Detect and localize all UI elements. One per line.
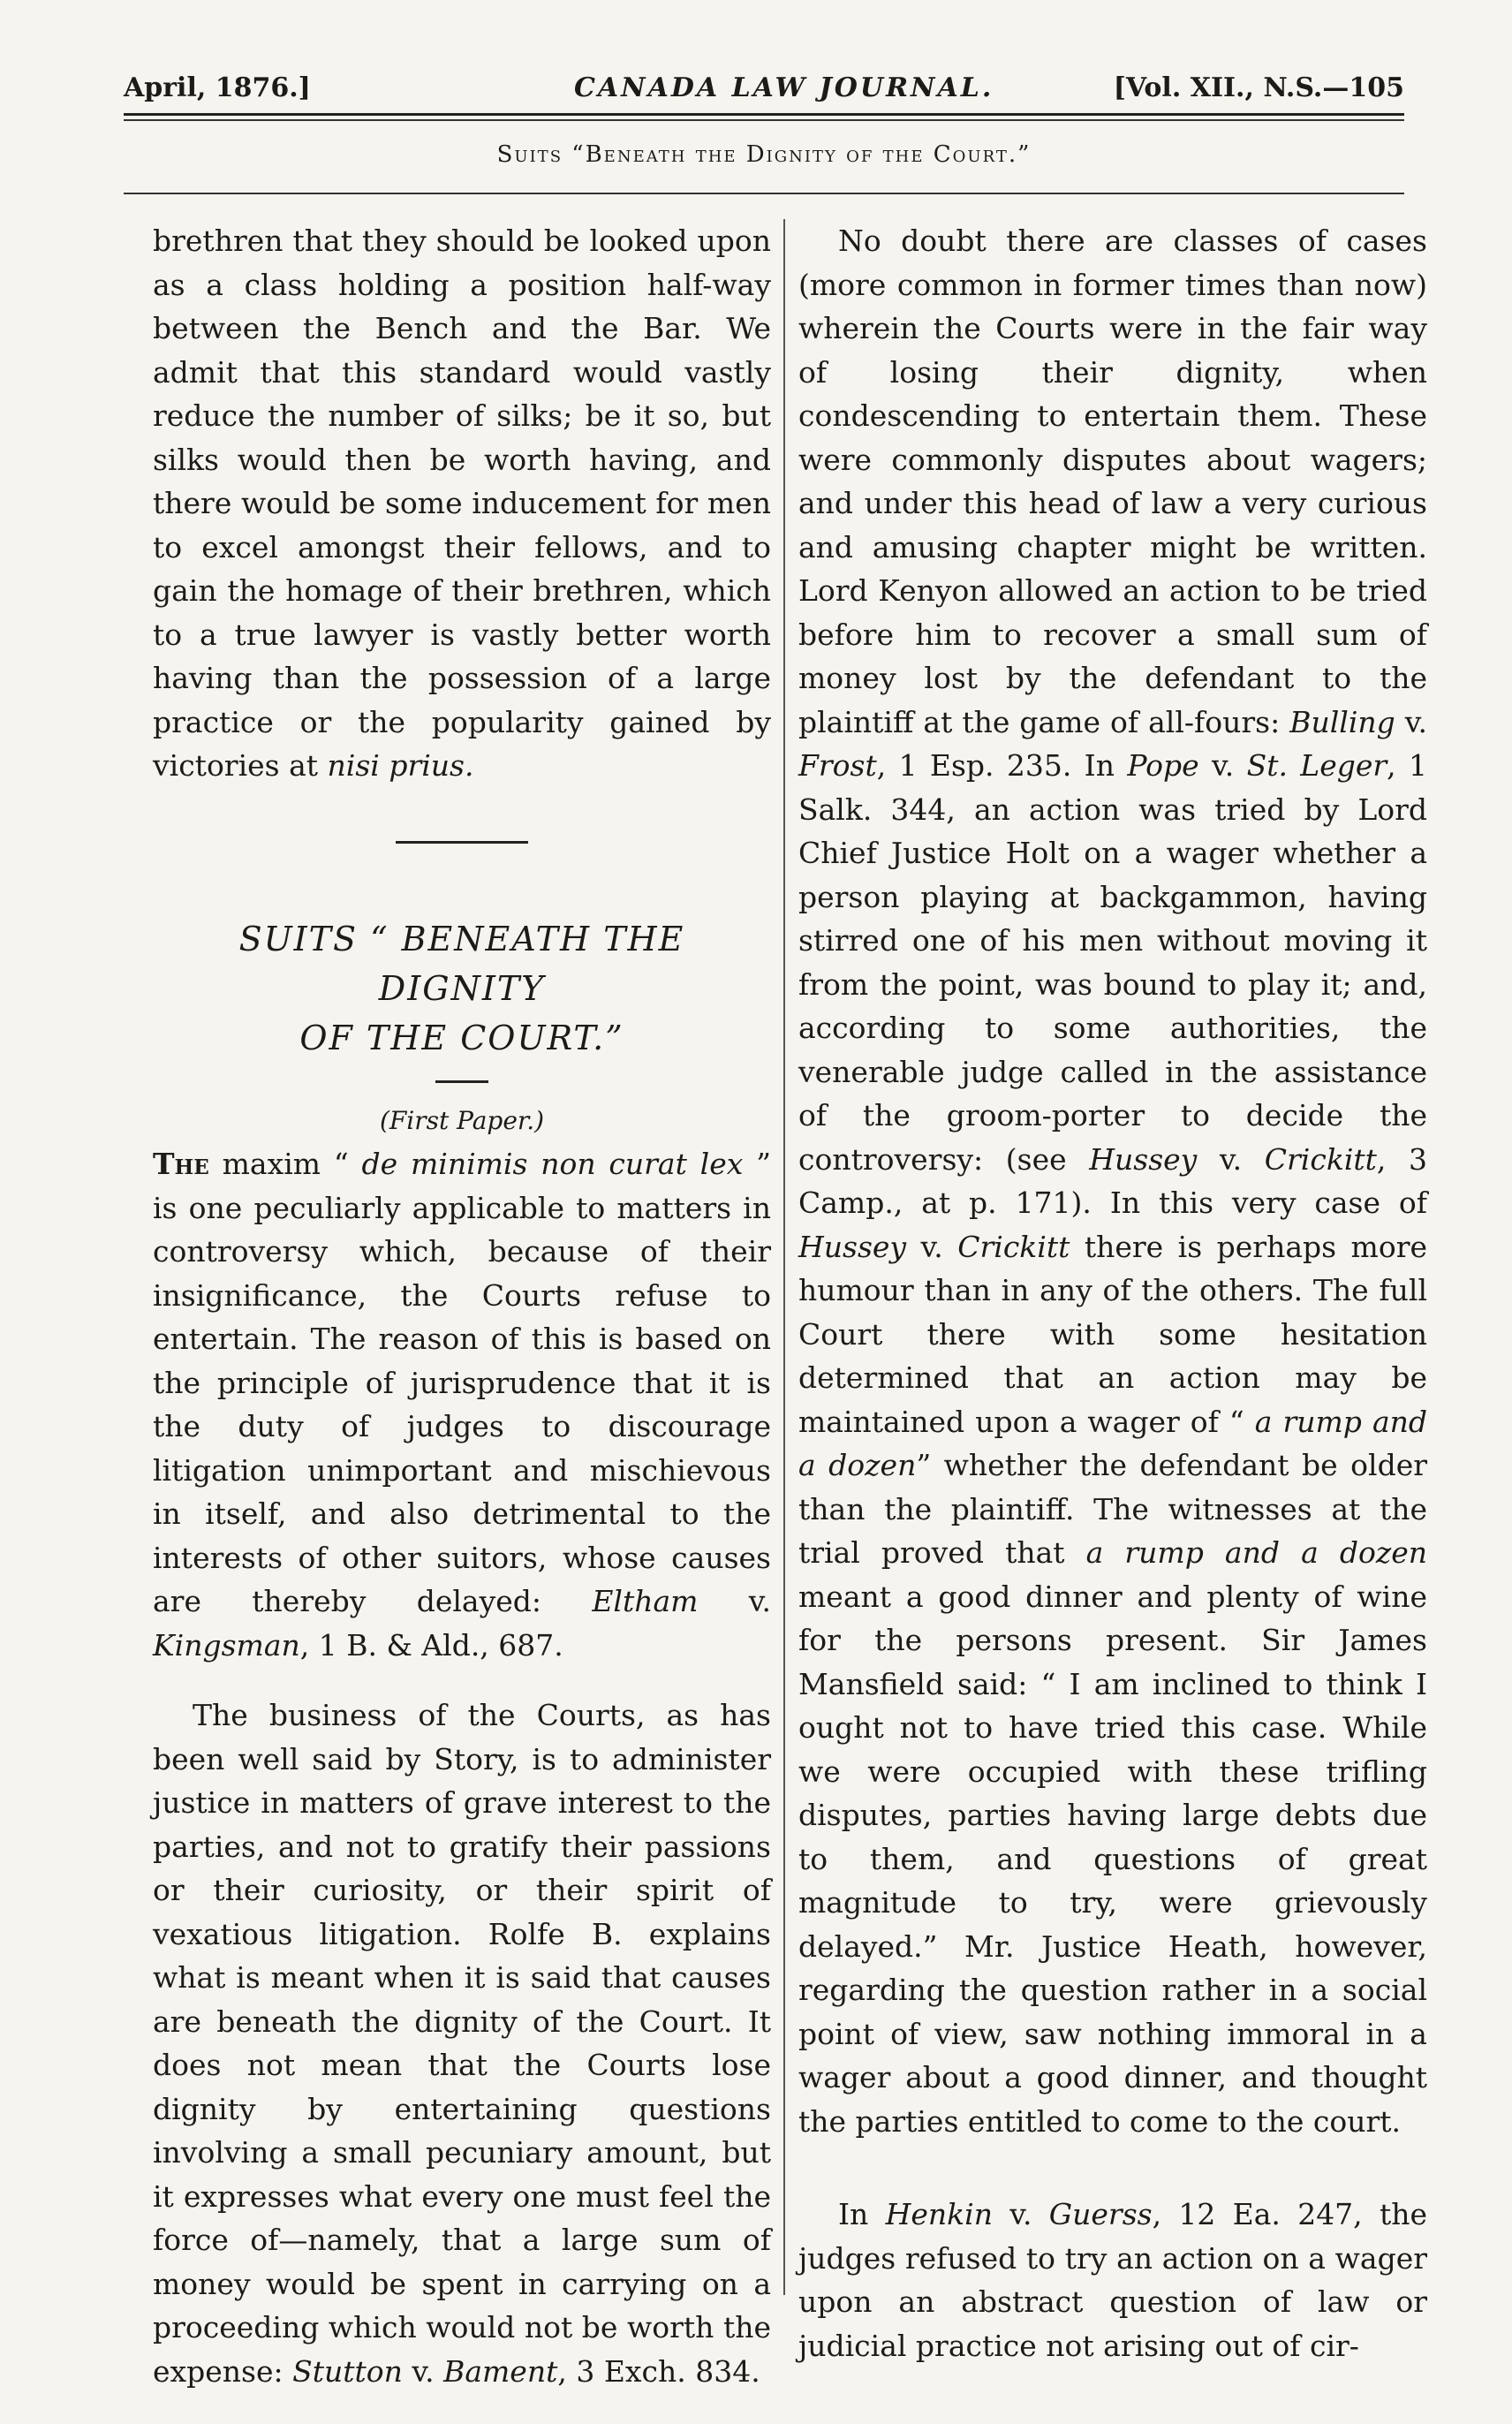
left-column — [153, 219, 771, 2393]
article-title-line2: OF THE COURT.” — [299, 1018, 624, 1057]
right-paragraph-1: No doubt there are classes of cases (more common in former times than now) wherein the Courts were in the fair way of losing their dignity, when condescending to entertain them. These were commonly disputes about wagers; and under this head of law a very curious and amusing chapter might be written. Lord Kenyon allowed an action to be tried before him to recover a small sum of money lost by the defendant to the plaintiff at the game of all-fours: Bulling v. Frost, 1 Esp. 235. In Pope v. St. Leger, 1 Salk. 344, an action was tried by Lord Chief Justice Holt on a wager whether a person playing at backgammon, having stirred one of his men without moving it from the point, was bound to play it; and, according to some authorities, the venerable judge called in the assistance of the groom-porter to decide the controversy: (see Hussey v. Crickitt, 3 Camp., at p. 171). In this very case of Hussey v. Crickitt there is perhaps more humour than in any of the others. The full Court there with some hesitation determined that an action may be maintained upon a wager of “ a rump and a dozen” whether the defendant be older than the plaintiff. The witnesses at the trial proved that a rump and a dozen meant a good dinner and plenty of wine for the persons present. Sir James Mansfield said: “ I am inclined to think I ought not to have tried this case. While we were occupied with these trifling disputes, parties having large debts due to them, and questions of great magnitude to try, were grievously delayed.” Mr. Justice Heath, however, regarding the question rather in a social point of view, saw nothing immoral in a wager about a good dinner, and thought the parties entitled to come to the court. — [798, 223, 1428, 2139]
title-rule — [435, 1080, 488, 1083]
article-separator — [396, 841, 528, 844]
article-paragraph-2: The business of the Courts, as has been well said by Story, is to administer justice in matters of grave interest to the parties, and not to gratify their passions or their curiosity, or their spirit of vexatious litigation. Rolfe B. explains what is meant when it is said that causes are beneath the dignity of the Court. It does not mean that the Courts lose dignity by entertaining questions involving a small pecuniary amount, but it expresses what every one must feel the force of—namely, that a large sum of money would be spent in carrying on a proceeding which would not be worth the expense: Stutton v. Bament, 3 Exch. 834. — [153, 1698, 771, 2389]
article-subtitle: (First Paper.) — [379, 1105, 545, 1135]
section-head: Suits “Beneath the Dignity of the Court.” — [496, 141, 1032, 168]
journal-title: CANADA LAW JOURNAL. — [574, 72, 994, 103]
header-rule-bottom — [124, 119, 1404, 121]
header-rule-top — [124, 113, 1404, 116]
column-divider — [783, 219, 785, 2295]
continuation-paragraph: brethren that they should be looked upon as a class holding a position half-way between the Bench and the Bar. We admit that this standard would vastly reduce the number of silks; be it so, but silks would then be worth having, and there would be some inducement for men to excel amongst their fellows, and to gain the homage of their brethren, which to a true lawyer is vastly better worth having than the possession of a large practice or the popularity gained by victories at nisi prius. — [153, 223, 771, 783]
article-paragraph-1: The maxim “ de minimis non curat lex ” is one peculiarly applicable to matters in controversy which, because of their insignificance, the Courts refuse to entertain. The reason of this is based on the principle of jurisprudence that it is the duty of judges to discourage litigation unimportant and mischievous in itself, and also detrimental to the interests of other suitors, whose causes are thereby delayed: Eltham v. Kingsman, 1 B. & Ald., 687. — [153, 1147, 771, 1663]
running-head — [124, 64, 1404, 117]
right-paragraph-2: In Henkin v. Guerss, 12 Ea. 247, the judges refused to try an action on a wager upon an abstract question of law or judicial practice not arising out of cir- — [798, 2197, 1428, 2363]
article-title-line1: SUITS “ BENEATH THE DIGNITY — [238, 919, 685, 1008]
right-column — [798, 219, 1427, 2367]
volume-page: [Vol. XII., N.S.—105 — [1113, 72, 1404, 103]
issue-date: April, 1876.] — [124, 72, 311, 103]
section-rule — [124, 193, 1404, 194]
